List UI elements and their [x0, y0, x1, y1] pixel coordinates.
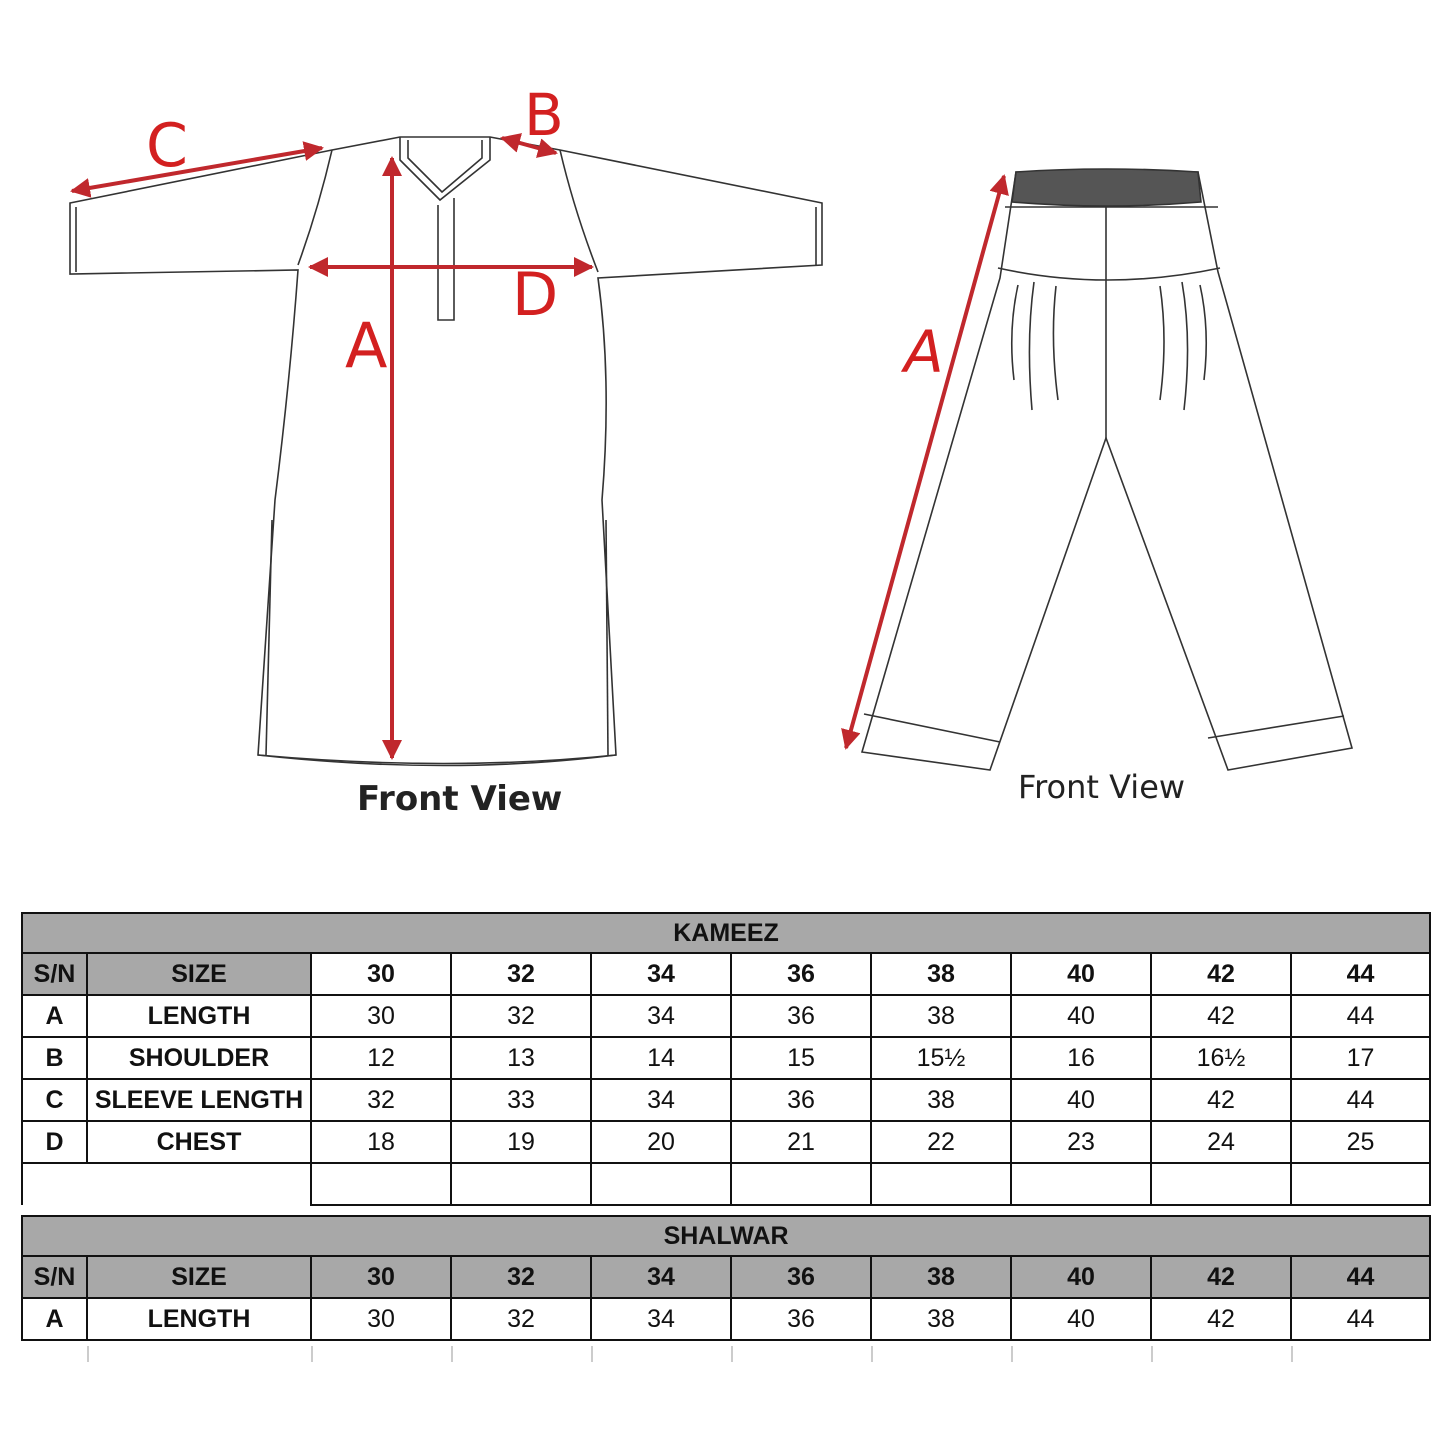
cell: 38 [871, 1079, 1011, 1121]
cell: 40 [1011, 1298, 1151, 1340]
cell: 32 [311, 1079, 451, 1121]
size-col: 42 [1151, 1256, 1291, 1298]
row-sn: B [22, 1037, 87, 1079]
empty-cell [451, 1163, 591, 1205]
cell: 40 [1011, 995, 1151, 1037]
table-row [22, 1079, 1430, 1121]
cell: 30 [311, 1298, 451, 1340]
cell: 23 [1011, 1121, 1151, 1163]
size-col: 30 [311, 1256, 451, 1298]
empty-cell [311, 1163, 451, 1205]
table-row [22, 1037, 1430, 1079]
size-col: 32 [451, 953, 591, 995]
row-sn: D [22, 1121, 87, 1163]
cell: 15 [731, 1037, 871, 1079]
cell: 33 [451, 1079, 591, 1121]
cell: 36 [731, 1298, 871, 1340]
cell: 18 [311, 1121, 451, 1163]
cell: 30 [311, 995, 451, 1037]
cell: 24 [1151, 1121, 1291, 1163]
cell: 34 [591, 995, 731, 1037]
cell: 40 [1011, 1079, 1151, 1121]
cell: 42 [1151, 1298, 1291, 1340]
row-sn: C [22, 1079, 87, 1121]
header-sn: S/N [22, 1256, 87, 1298]
cell: 25 [1291, 1121, 1430, 1163]
cell: 42 [1151, 1079, 1291, 1121]
table-row [22, 995, 1430, 1037]
size-col: 40 [1011, 953, 1151, 995]
kameez-caption: Front View [357, 779, 563, 819]
size-col: 38 [871, 1256, 1011, 1298]
size-col: 36 [731, 1256, 871, 1298]
grid-tail [871, 1346, 873, 1362]
cell: 22 [871, 1121, 1011, 1163]
cell: 38 [871, 995, 1011, 1037]
kameez-drawing [70, 137, 822, 766]
cell: 14 [591, 1037, 731, 1079]
cell: 32 [451, 995, 591, 1037]
cell: 38 [871, 1298, 1011, 1340]
grid-tail [1151, 1346, 1153, 1362]
row-name: CHEST [87, 1121, 311, 1163]
size-col: 36 [731, 953, 871, 995]
cell: 13 [451, 1037, 591, 1079]
size-col: 34 [591, 953, 731, 995]
size-col: 40 [1011, 1256, 1151, 1298]
label-a-kameez: A [345, 309, 388, 382]
header-sn: S/N [22, 953, 87, 995]
size-col: 32 [451, 1256, 591, 1298]
cell: 44 [1291, 995, 1430, 1037]
empty-cell [22, 1163, 311, 1205]
empty-cell [1151, 1163, 1291, 1205]
cell: 17 [1291, 1037, 1430, 1079]
grid-tail [1011, 1346, 1013, 1362]
shalwar-title: SHALWAR [22, 1216, 1430, 1256]
kameez-size-table [21, 912, 1431, 1206]
size-col: 30 [311, 953, 451, 995]
cell: 44 [1291, 1298, 1430, 1340]
kameez-header-row [22, 953, 1430, 995]
row-sn: A [22, 1298, 87, 1340]
label-a-shalwar: A [904, 318, 944, 386]
kameez-title: KAMEEZ [22, 913, 1430, 953]
header-size: SIZE [87, 953, 311, 995]
row-name: SLEEVE LENGTH [87, 1079, 311, 1121]
shalwar-caption: Front View [1018, 768, 1186, 806]
empty-cell [871, 1163, 1011, 1205]
grid-tail [311, 1346, 313, 1362]
label-b: B [524, 81, 564, 149]
size-col: 42 [1151, 953, 1291, 995]
empty-cell [731, 1163, 871, 1205]
header-size: SIZE [87, 1256, 311, 1298]
size-col: 34 [591, 1256, 731, 1298]
cell: 20 [591, 1121, 731, 1163]
size-col: 44 [1291, 1256, 1430, 1298]
empty-cell [1291, 1163, 1430, 1205]
cell: 34 [591, 1079, 731, 1121]
row-name: SHOULDER [87, 1037, 311, 1079]
cell: 36 [731, 1079, 871, 1121]
empty-cell [591, 1163, 731, 1205]
label-c: C [146, 111, 188, 181]
table-row [22, 1298, 1430, 1340]
cell: 32 [451, 1298, 591, 1340]
cell: 16 [1011, 1037, 1151, 1079]
cell: 42 [1151, 995, 1291, 1037]
cell: 36 [731, 995, 871, 1037]
table-row [22, 1121, 1430, 1163]
grid-tail [1291, 1346, 1293, 1362]
cell: 44 [1291, 1079, 1430, 1121]
cell: 12 [311, 1037, 451, 1079]
row-name: LENGTH [87, 1298, 311, 1340]
shalwar-drawing [862, 169, 1352, 770]
cell: 16½ [1151, 1037, 1291, 1079]
cell: 21 [731, 1121, 871, 1163]
shalwar-header-row [22, 1256, 1430, 1298]
grid-tail [87, 1346, 89, 1362]
label-d: D [512, 260, 559, 330]
grid-tail [591, 1346, 593, 1362]
shalwar-size-table [21, 1215, 1431, 1341]
empty-row [22, 1163, 1430, 1205]
cell: 34 [591, 1298, 731, 1340]
empty-cell [1011, 1163, 1151, 1205]
grid-tail [731, 1346, 733, 1362]
cell: 15½ [871, 1037, 1011, 1079]
row-name: LENGTH [87, 995, 311, 1037]
size-col: 38 [871, 953, 1011, 995]
cell: 19 [451, 1121, 591, 1163]
row-sn: A [22, 995, 87, 1037]
grid-tail [451, 1346, 453, 1362]
size-col: 44 [1291, 953, 1430, 995]
